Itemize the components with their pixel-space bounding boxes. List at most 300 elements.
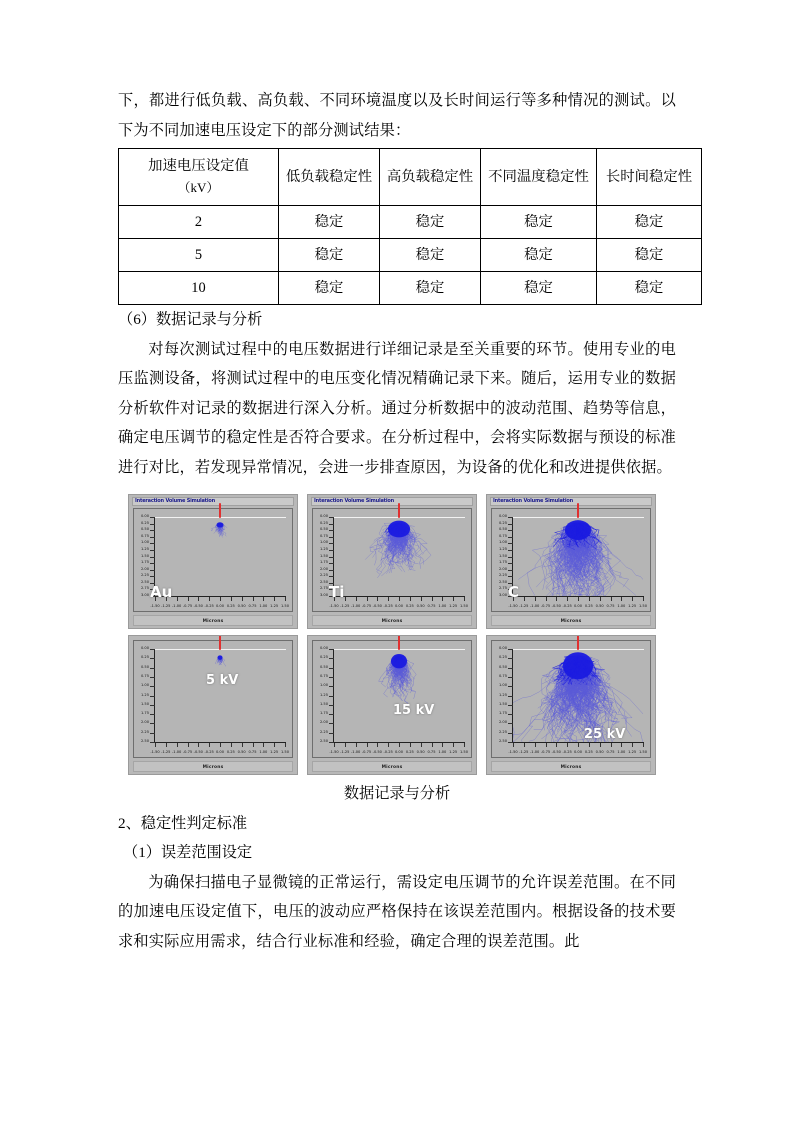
- x-tick: [578, 743, 579, 747]
- x-axis-caption: Microns: [381, 765, 403, 770]
- x-tick: [263, 597, 264, 601]
- cell-temperature: 稳定: [481, 206, 597, 239]
- x-tick-label: 0.25: [226, 750, 235, 754]
- simulation-window-title: Interaction Volume Simulation: [135, 498, 215, 504]
- x-tick: [556, 743, 557, 747]
- simulation-figure: [118, 494, 676, 809]
- x-tick: [177, 743, 178, 747]
- y-tick-label: 0.50: [140, 664, 149, 669]
- y-tick-label: 2.50: [319, 579, 328, 584]
- x-tick: [253, 743, 254, 747]
- table-header-cell-4: 长时间稳定性: [597, 149, 702, 206]
- x-tick-label: 0.50: [237, 750, 246, 754]
- panel-label: 5 kV: [206, 673, 239, 688]
- x-tick-label: -1.25: [340, 604, 350, 608]
- y-tick-label: 0.00: [319, 646, 328, 650]
- interaction-volume: [334, 517, 464, 596]
- y-tick-label: 2.00: [319, 720, 328, 725]
- x-tick-label: 1.00: [438, 750, 447, 754]
- y-tick-label: 1.50: [319, 553, 328, 558]
- x-tick-label: 1.50: [459, 750, 469, 754]
- simulation-statusbar: [312, 761, 472, 772]
- y-tick-label: 0.25: [319, 520, 328, 525]
- y-tick-label: 2.75: [319, 586, 328, 591]
- cell-voltage: 10: [119, 272, 279, 305]
- interaction-volume: [155, 517, 285, 596]
- y-tick-label: 1.50: [498, 553, 507, 558]
- x-tick: [356, 743, 357, 747]
- x-tick: [632, 597, 633, 601]
- y-tick-label: 0.75: [140, 673, 149, 678]
- y-tick-label: 1.00: [140, 540, 149, 545]
- cell-voltage: 5: [119, 239, 279, 272]
- x-tick: [242, 597, 243, 601]
- x-tick-label: 1.25: [449, 604, 458, 608]
- x-tick: [334, 743, 335, 747]
- x-tick: [220, 743, 221, 747]
- panel-label: 25 kV: [584, 727, 626, 742]
- x-tick: [421, 597, 422, 601]
- y-tick-label: 0.25: [498, 520, 507, 525]
- x-tick: [632, 743, 633, 747]
- simulation-statusbar: [312, 615, 472, 626]
- stability-results-table: [118, 148, 702, 305]
- cell-high-load: 稳定: [380, 239, 481, 272]
- x-tick: [345, 597, 346, 601]
- x-tick-label: -1.50: [150, 604, 160, 608]
- x-tick-label: -0.75: [361, 604, 372, 608]
- simulation-plot-area: [491, 508, 651, 612]
- simulation-window-titlebar: [132, 497, 294, 506]
- x-tick: [388, 597, 389, 601]
- y-tick-label: 2.50: [140, 739, 149, 743]
- x-tick: [274, 743, 275, 747]
- y-tick-label: 0.75: [498, 533, 507, 538]
- x-axis-caption: Microns: [381, 619, 403, 624]
- electron-beam-indicator: [219, 635, 221, 650]
- y-tick-label: 1.75: [140, 711, 149, 716]
- x-tick-label: 1.50: [459, 604, 469, 608]
- x-tick: [263, 743, 264, 747]
- x-tick: [513, 743, 514, 747]
- table-header-row: [119, 149, 702, 206]
- x-tick: [220, 597, 221, 601]
- x-tick-label: 0.25: [405, 604, 414, 608]
- y-tick-label: 1.25: [319, 692, 328, 697]
- y-tick-label: 0.25: [140, 655, 149, 660]
- x-tick-label: 0.50: [595, 750, 604, 754]
- x-tick: [209, 743, 210, 747]
- x-tick: [611, 743, 612, 747]
- x-tick-label: -1.25: [161, 750, 171, 754]
- x-tick: [166, 743, 167, 747]
- y-tick-label: 1.50: [140, 553, 149, 558]
- cell-long-term: 稳定: [597, 272, 702, 305]
- x-tick: [589, 597, 590, 601]
- x-tick: [524, 743, 525, 747]
- y-tick-label: 0.50: [498, 664, 507, 669]
- x-tick: [578, 597, 579, 601]
- y-tick-label: 1.75: [498, 560, 507, 565]
- y-tick-label: 0.25: [498, 655, 507, 660]
- x-tick-label: 0.00: [573, 750, 583, 754]
- panel-au: [128, 494, 298, 629]
- x-tick-label: 0.75: [427, 750, 436, 754]
- x-tick-label: -1.50: [329, 604, 339, 608]
- y-tick-label: 0.00: [140, 514, 149, 518]
- x-tick-label: 0.50: [416, 604, 425, 608]
- x-tick-label: 1.25: [628, 604, 637, 608]
- x-tick-label: 0.25: [405, 750, 414, 754]
- simulation-plot-area: [491, 640, 651, 758]
- y-tick-label: 1.25: [319, 546, 328, 551]
- simulation-statusbar: [133, 761, 293, 772]
- x-tick-label: -1.25: [161, 604, 171, 608]
- x-tick: [546, 743, 547, 747]
- panel-ti: [307, 494, 477, 629]
- x-tick: [356, 597, 357, 601]
- x-tick-label: -0.50: [551, 604, 561, 608]
- x-tick: [524, 597, 525, 601]
- simulation-plot-area: [312, 640, 472, 758]
- y-tick-label: 2.25: [498, 729, 507, 734]
- x-tick-label: -0.50: [193, 604, 203, 608]
- x-tick: [377, 597, 378, 601]
- electron-beam-indicator: [398, 635, 400, 650]
- cell-temperature: 稳定: [481, 239, 597, 272]
- x-tick-label: 1.25: [449, 750, 458, 754]
- simulation-plot-area: [133, 640, 293, 758]
- x-tick-label: 0.00: [573, 604, 583, 608]
- x-tick: [442, 597, 443, 601]
- y-tick-label: 0.25: [319, 655, 328, 660]
- y-tick-label: 0.00: [498, 514, 507, 518]
- x-tick-label: 0.00: [394, 604, 404, 608]
- y-tick-label: 0.75: [498, 673, 507, 678]
- x-tick-label: 1.50: [280, 604, 290, 608]
- x-tick-label: 0.50: [237, 604, 246, 608]
- x-tick-label: -1.00: [530, 750, 540, 754]
- x-tick: [377, 743, 378, 747]
- x-tick-label: 1.25: [270, 750, 279, 754]
- x-axis-caption: Microns: [560, 619, 582, 624]
- y-tick-label: 0.75: [319, 673, 328, 678]
- y-tick-label: 1.50: [319, 701, 328, 706]
- x-tick-label: -1.25: [519, 604, 529, 608]
- x-tick: [600, 743, 601, 747]
- y-tick-label: 1.50: [140, 701, 149, 706]
- y-tick-label: 2.25: [140, 729, 149, 734]
- x-tick-label: 0.75: [606, 604, 615, 608]
- x-tick-label: -1.50: [508, 604, 518, 608]
- y-tick-label: 0.50: [140, 527, 149, 532]
- x-tick: [589, 743, 590, 747]
- x-tick-label: -0.75: [361, 750, 372, 754]
- panel-5kv: [128, 635, 298, 775]
- table-row: [119, 239, 702, 272]
- panel-c: [486, 494, 656, 629]
- x-tick-label: 1.00: [617, 750, 626, 754]
- x-tick-label: 0.25: [584, 750, 593, 754]
- simulation-statusbar: [491, 615, 651, 626]
- panel-25kv: [486, 635, 656, 775]
- cell-temperature: 稳定: [481, 272, 597, 305]
- simulation-window-title: Interaction Volume Simulation: [493, 498, 573, 504]
- x-tick: [367, 597, 368, 601]
- x-tick-label: -1.00: [172, 750, 182, 754]
- y-tick-label: 2.00: [140, 720, 149, 725]
- cell-long-term: 稳定: [597, 206, 702, 239]
- y-tick-label: 1.00: [140, 683, 149, 688]
- x-tick-label: -1.00: [530, 604, 540, 608]
- y-tick-label: 0.75: [140, 533, 149, 538]
- header-line-1: 加速电压设定值: [148, 158, 249, 174]
- x-tick: [535, 597, 536, 601]
- x-tick-label: -0.75: [540, 750, 551, 754]
- y-tick-label: 1.00: [319, 540, 328, 545]
- x-tick-label: -0.75: [182, 604, 193, 608]
- y-tick-label: 2.50: [140, 579, 149, 584]
- x-tick-label: -1.25: [519, 750, 529, 754]
- y-tick-label: 2.25: [498, 573, 507, 578]
- x-tick-label: 0.75: [248, 750, 257, 754]
- simulation-grid: [128, 494, 676, 775]
- y-tick-label: 1.00: [498, 540, 507, 545]
- x-tick: [453, 743, 454, 747]
- cell-voltage: 2: [119, 206, 279, 239]
- x-tick-label: -0.25: [204, 604, 214, 608]
- x-tick: [546, 597, 547, 601]
- x-tick-label: -1.00: [172, 604, 182, 608]
- x-tick: [621, 743, 622, 747]
- x-tick: [177, 597, 178, 601]
- y-tick-label: 1.25: [498, 546, 507, 551]
- y-tick-label: 2.25: [319, 729, 328, 734]
- y-tick-label: 0.25: [140, 520, 149, 525]
- table-row: [119, 206, 702, 239]
- x-tick-label: 1.50: [638, 604, 648, 608]
- x-tick-label: -1.50: [508, 750, 518, 754]
- y-tick-label: 2.25: [140, 573, 149, 578]
- x-tick-label: -0.25: [562, 604, 572, 608]
- simulation-window-titlebar: [311, 497, 473, 506]
- x-tick-label: -0.50: [551, 750, 561, 754]
- x-tick-label: 0.75: [606, 750, 615, 754]
- simulation-plot-area: [133, 508, 293, 612]
- x-tick: [464, 597, 465, 601]
- table-header-cell-1: 低负载稳定性: [279, 149, 380, 206]
- y-tick-label: 1.00: [498, 683, 507, 688]
- y-tick-label: 0.00: [319, 514, 328, 518]
- x-tick: [188, 743, 189, 747]
- x-tick: [432, 597, 433, 601]
- y-tick-label: 1.75: [319, 711, 328, 716]
- cell-low-load: 稳定: [279, 239, 380, 272]
- panel-15kv: [307, 635, 477, 775]
- panel-label: Ti: [329, 583, 345, 601]
- simulation-window-titlebar: [490, 497, 652, 506]
- x-tick: [198, 743, 199, 747]
- x-axis-caption: Microns: [202, 765, 224, 770]
- y-tick-label: 2.00: [498, 566, 507, 571]
- electron-beam-indicator: [219, 503, 221, 518]
- simulation-window-title: Interaction Volume Simulation: [314, 498, 394, 504]
- figure-caption: 数据记录与分析: [343, 785, 451, 802]
- panel-label: C: [508, 583, 520, 601]
- y-tick-label: 2.75: [140, 586, 149, 591]
- table-header-cell-0: [119, 149, 279, 206]
- cell-high-load: 稳定: [380, 206, 481, 239]
- y-tick-label: 1.75: [319, 560, 328, 565]
- cell-high-load: 稳定: [380, 272, 481, 305]
- y-tick-label: 3.00: [140, 593, 149, 597]
- x-axis-caption: Microns: [560, 765, 582, 770]
- x-tick: [209, 597, 210, 601]
- y-tick-label: 1.75: [498, 711, 507, 716]
- x-tick: [442, 743, 443, 747]
- y-tick-label: 1.25: [498, 692, 507, 697]
- table-header-cell-2: 高负载稳定性: [380, 149, 481, 206]
- y-tick-label: 1.50: [498, 701, 507, 706]
- x-tick-label: 0.00: [215, 750, 225, 754]
- panel-label: Au: [150, 583, 173, 601]
- x-tick-label: -0.25: [204, 750, 214, 754]
- x-tick-label: -0.75: [540, 604, 551, 608]
- y-tick-label: 1.00: [319, 683, 328, 688]
- x-tick-label: -0.50: [372, 604, 382, 608]
- y-tick-label: 0.50: [319, 527, 328, 532]
- x-tick-label: -0.50: [193, 750, 203, 754]
- table-header-cell-3: 不同温度稳定性: [481, 149, 597, 206]
- x-tick: [535, 743, 536, 747]
- interaction-volume: [513, 517, 643, 596]
- x-tick: [410, 597, 411, 601]
- x-tick-label: 0.25: [584, 604, 593, 608]
- x-tick: [611, 597, 612, 601]
- x-tick: [345, 743, 346, 747]
- x-tick-label: 1.25: [628, 750, 637, 754]
- y-tick-label: 3.00: [498, 593, 507, 597]
- x-tick: [600, 597, 601, 601]
- cell-low-load: 稳定: [279, 272, 380, 305]
- x-tick-label: 0.75: [248, 604, 257, 608]
- x-tick: [274, 597, 275, 601]
- x-tick: [464, 743, 465, 747]
- x-tick: [432, 743, 433, 747]
- y-tick-label: 0.00: [498, 646, 507, 650]
- x-tick: [567, 597, 568, 601]
- x-tick: [285, 743, 286, 747]
- x-tick-label: 1.25: [270, 604, 279, 608]
- y-tick-label: 2.50: [498, 579, 507, 584]
- x-tick-label: -1.50: [150, 750, 160, 754]
- y-tick-label: 2.50: [319, 739, 328, 743]
- y-tick-label: 0.75: [319, 533, 328, 538]
- x-tick-label: 0.50: [416, 750, 425, 754]
- x-tick: [188, 597, 189, 601]
- interaction-volume: [334, 649, 464, 742]
- x-tick-label: 1.00: [259, 604, 268, 608]
- x-tick-label: -1.00: [351, 750, 361, 754]
- section-6-body: 对每次测试过程中的电压数据进行详细记录是至关重要的环节。使用专业的电压监测设备，将测试过程中的电压变化情况精确记录下来。随后，运用专业的数据分析软件对记录的数据进行深入分析。通过分析数据中的波动范围、趋势等信息，确定电压调节的稳定性是否符合要求。在分析过程中，会将实际数据与预设的标准进行对比，若发现异常情况，会进一步排查原因，为设备的优化和改进提供依据。: [118, 340, 676, 476]
- y-tick-label: 0.50: [498, 527, 507, 532]
- cell-long-term: 稳定: [597, 239, 702, 272]
- electron-beam-indicator: [577, 635, 579, 650]
- y-tick-label: 2.75: [498, 586, 507, 591]
- x-tick: [421, 743, 422, 747]
- x-tick: [643, 597, 644, 601]
- y-tick-label: 2.00: [319, 566, 328, 571]
- section-2-heading: 2、稳定性判定标准: [118, 814, 248, 832]
- electron-beam-indicator: [577, 503, 579, 518]
- x-tick: [410, 743, 411, 747]
- x-tick-label: 0.50: [595, 604, 604, 608]
- x-tick: [253, 597, 254, 601]
- intro-paragraph: 下，都进行低负载、高负载、不同环境温度以及长时间运行等多种情况的测试。以下为不同加速电压设定下的部分测试结果：: [118, 92, 676, 139]
- x-tick-label: -1.50: [329, 750, 339, 754]
- x-tick: [242, 743, 243, 747]
- x-tick: [643, 743, 644, 747]
- x-tick: [399, 743, 400, 747]
- x-tick-label: 1.00: [438, 604, 447, 608]
- x-tick: [285, 597, 286, 601]
- x-tick: [399, 597, 400, 601]
- y-tick-label: 2.00: [140, 566, 149, 571]
- x-axis-caption: Microns: [202, 619, 224, 624]
- x-tick-label: 1.00: [617, 604, 626, 608]
- cell-low-load: 稳定: [279, 206, 380, 239]
- x-tick-label: 0.25: [226, 604, 235, 608]
- section-2-1-body: 为确保扫描电子显微镜的正常运行，需设定电压调节的允许误差范围。在不同的加速电压设定值下，电压的波动应严格保持在该误差范围内。根据设备的技术要求和实际应用需求，结合行业标准和经验，确定合理的误差范围。此: [118, 873, 676, 950]
- x-tick: [231, 597, 232, 601]
- x-tick: [367, 743, 368, 747]
- x-tick-label: 0.75: [427, 604, 436, 608]
- y-tick-label: 0.50: [319, 664, 328, 669]
- x-tick: [453, 597, 454, 601]
- x-tick: [388, 743, 389, 747]
- y-tick-label: 3.00: [319, 593, 328, 597]
- y-tick-label: 1.25: [140, 546, 149, 551]
- y-tick-label: 1.25: [140, 692, 149, 697]
- x-tick-label: -0.25: [562, 750, 572, 754]
- panel-label: 15 kV: [393, 703, 435, 718]
- x-tick: [231, 743, 232, 747]
- x-tick: [155, 743, 156, 747]
- header-line-2: （kV）: [177, 180, 220, 195]
- page-content: [118, 86, 693, 956]
- x-tick-label: -0.25: [383, 604, 393, 608]
- x-tick-label: 0.00: [215, 604, 225, 608]
- electron-beam-indicator: [398, 503, 400, 518]
- y-tick-label: 2.25: [319, 573, 328, 578]
- y-tick-label: 2.00: [498, 720, 507, 725]
- interaction-volume: [155, 649, 285, 742]
- simulation-statusbar: [133, 615, 293, 626]
- x-tick-label: -0.75: [182, 750, 193, 754]
- section-6-heading: （6）数据记录与分析: [118, 311, 263, 328]
- y-tick-label: 2.50: [498, 739, 507, 743]
- x-tick: [556, 597, 557, 601]
- x-tick-label: 1.00: [259, 750, 268, 754]
- x-tick-label: 1.50: [280, 750, 290, 754]
- x-tick: [621, 597, 622, 601]
- table-row: [119, 272, 702, 305]
- x-tick: [567, 743, 568, 747]
- x-tick-label: -1.25: [340, 750, 350, 754]
- x-tick-label: -1.00: [351, 604, 361, 608]
- x-tick-label: -0.25: [383, 750, 393, 754]
- x-tick-label: -0.50: [372, 750, 382, 754]
